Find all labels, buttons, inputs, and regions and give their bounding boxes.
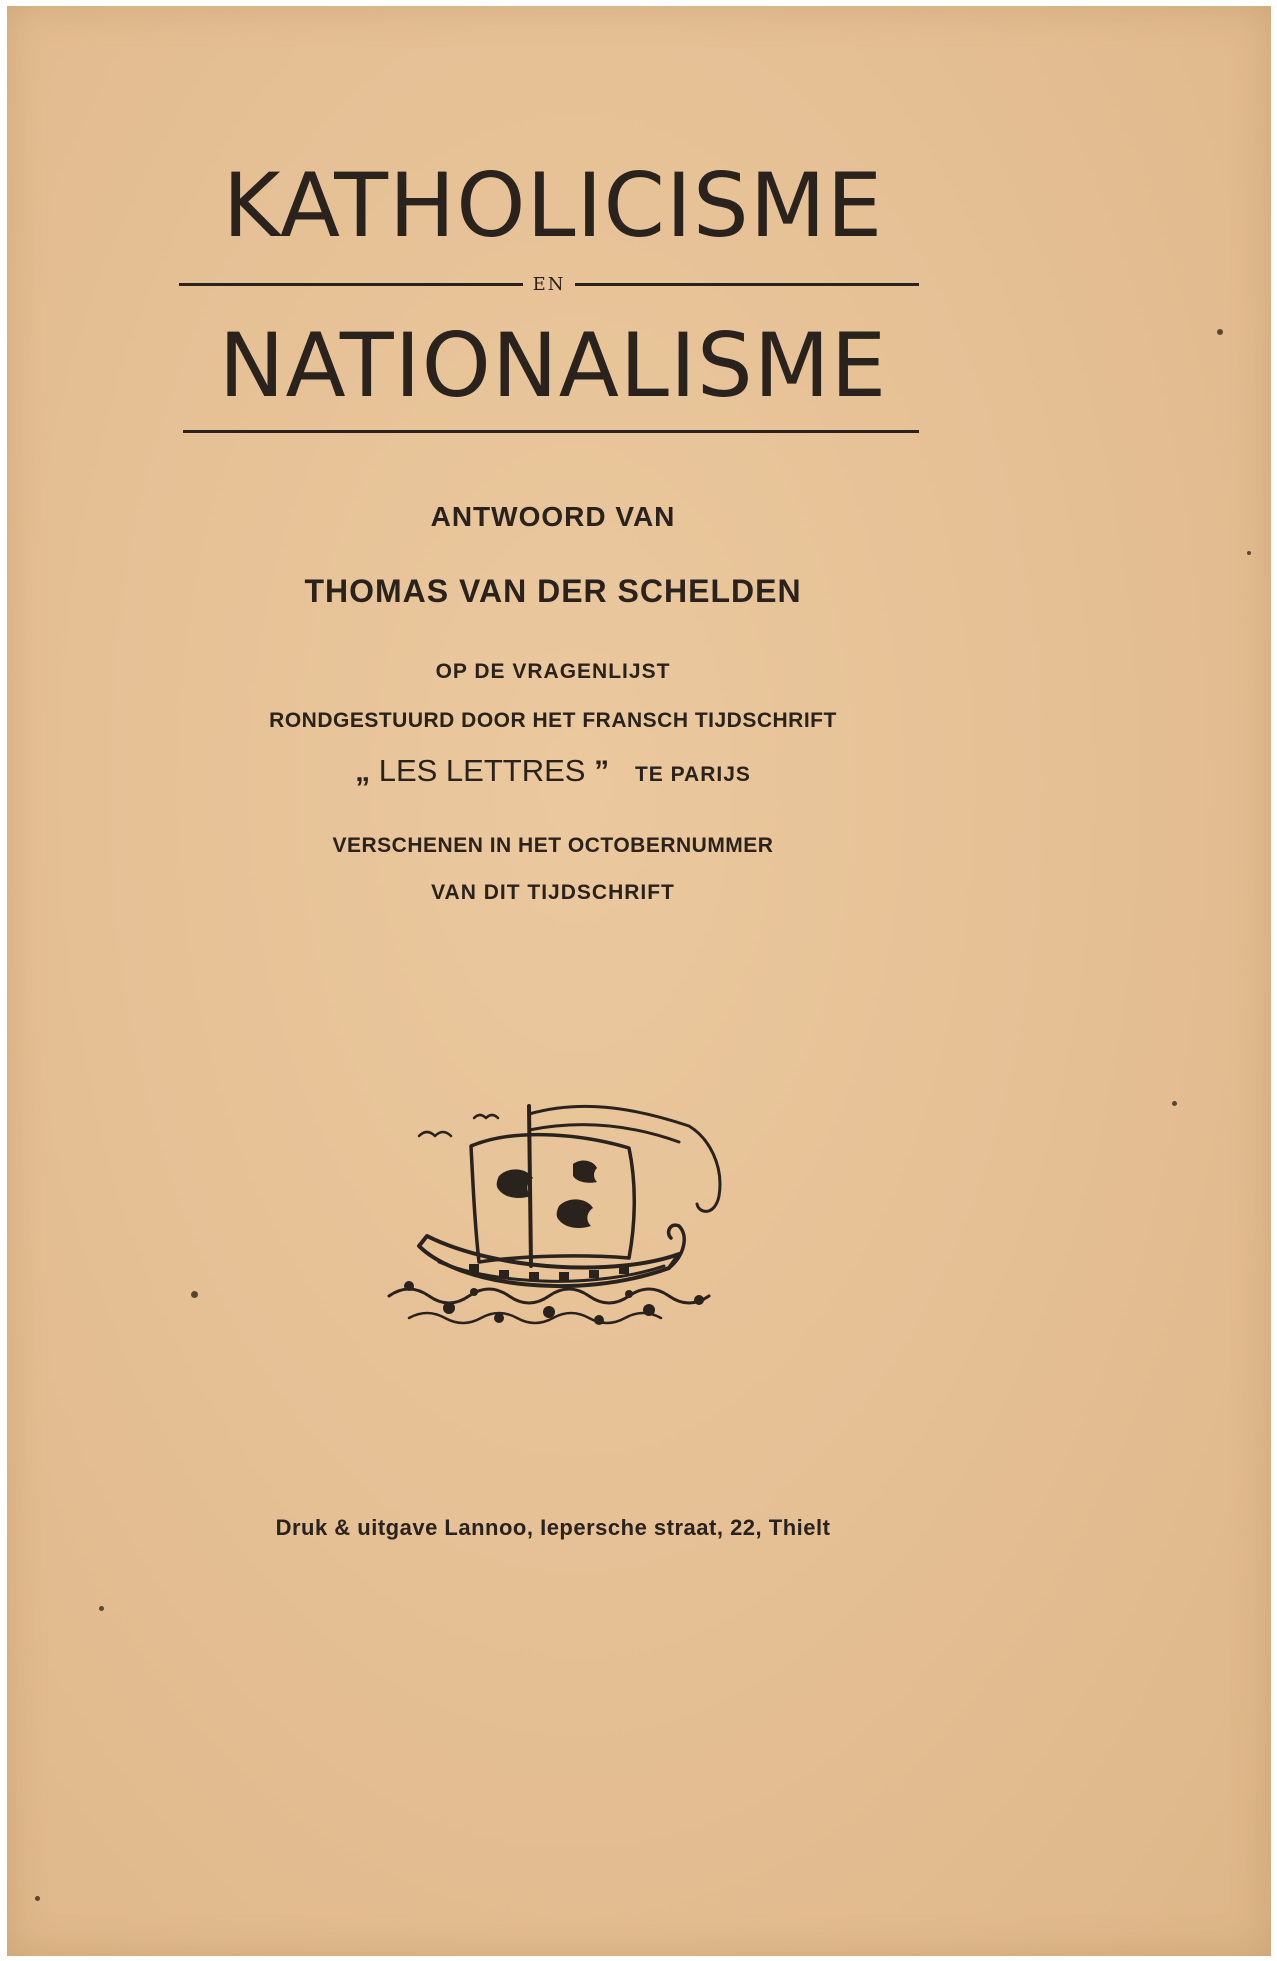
title-connector-row <box>179 272 919 296</box>
journal-close-quote: ” <box>594 755 610 788</box>
journal-name: LES LETTRES <box>378 753 586 788</box>
title-nationalisme: NATIONALISME <box>218 314 888 417</box>
journal-line <box>7 753 1099 789</box>
divider-left <box>179 283 523 286</box>
ship-emblem-icon <box>379 1086 739 1336</box>
title-connector: EN <box>532 273 566 295</box>
paper-speck <box>35 1896 40 1901</box>
questionnaire-line-1: OP DE VRAGENLIJST <box>435 660 671 683</box>
response-label: ANTWOORD VAN <box>430 501 676 532</box>
imprint: Druk & uitgave Lannoo, Iepersche straat, 22, Thielt <box>275 1515 831 1540</box>
journal-open-quote: „ <box>355 755 371 788</box>
title-underline <box>183 430 919 433</box>
author-name: THOMAS VAN DER SCHELDEN <box>304 573 802 609</box>
published-line-1: VERSCHENEN IN HET OCTOBERNUMMER <box>332 834 774 857</box>
questionnaire-line-2: RONDGESTUURD DOOR HET FRANSCH TIJDSCHRIFT <box>269 709 837 732</box>
divider-right <box>575 283 919 286</box>
title-katholicisme: KATHOLICISME <box>222 154 884 257</box>
published-line-2: VAN DIT TIJDSCHRIFT <box>431 881 675 904</box>
paper-speck <box>1172 1101 1177 1106</box>
journal-place: TE PARIJS <box>634 763 751 786</box>
paper-speck <box>99 1606 104 1611</box>
book-cover <box>7 6 1271 1956</box>
paper-speck <box>191 1291 198 1298</box>
paper-speck <box>1247 551 1251 555</box>
paper-speck <box>1217 329 1223 335</box>
